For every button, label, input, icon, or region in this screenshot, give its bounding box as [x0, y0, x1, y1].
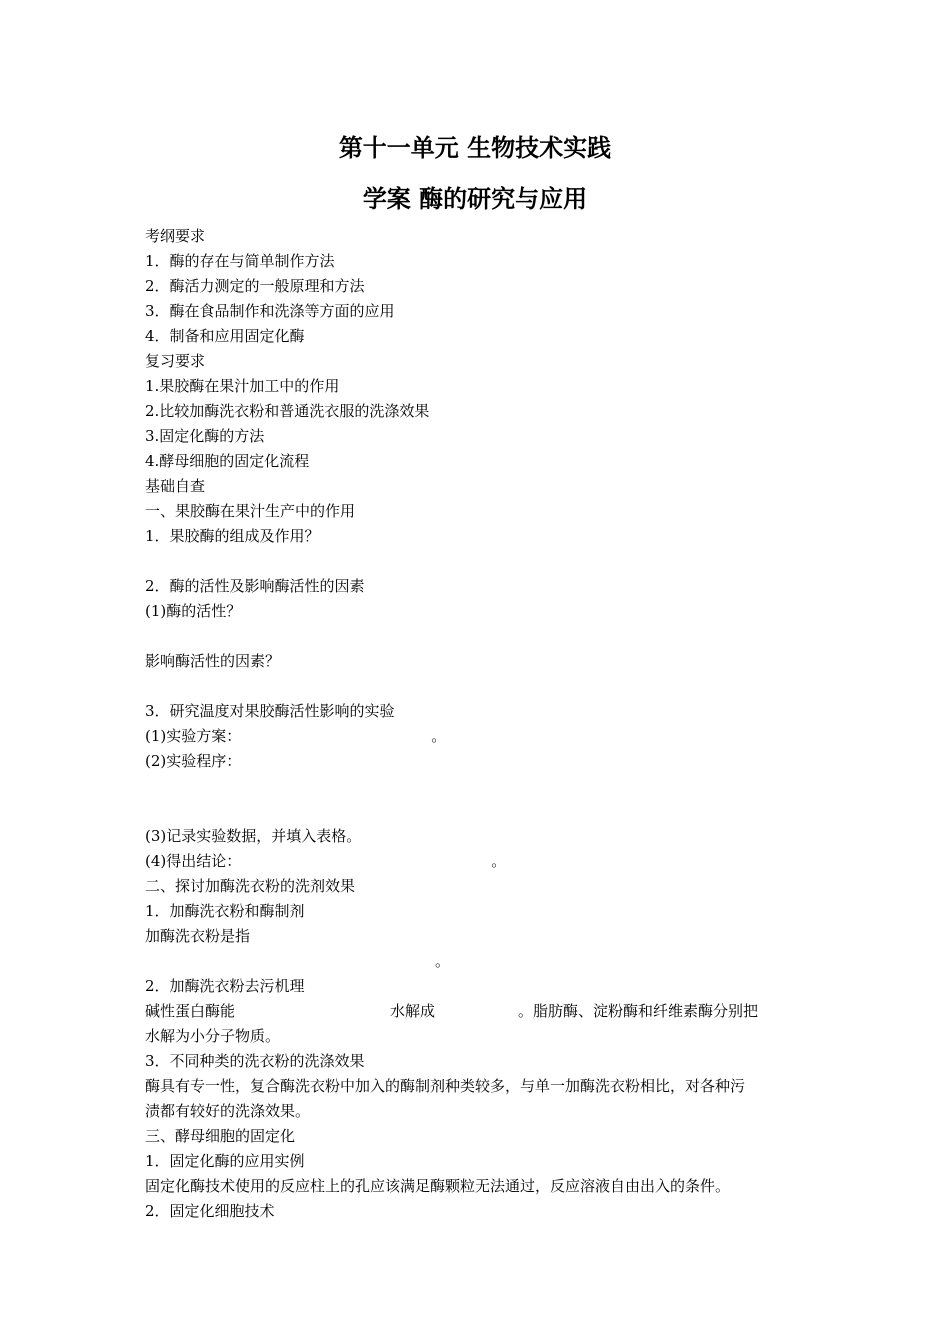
lesson-title: 学案 酶的研究与应用 [362, 184, 588, 213]
question: (1)酶的活性？ [145, 602, 242, 620]
unit-title: 第十一单元 生物技术实践 [338, 133, 612, 162]
paragraph-text: 酶具有专一性，复合酶洗衣粉中加入的酶制剂种类较多，与单一加酶洗衣粉相比，对各种污 [145, 1077, 746, 1095]
basics-heading: 基础自查 [145, 477, 206, 495]
prompt-text: 碱性蛋白酶能 [145, 1002, 236, 1020]
paragraph-text: 渍都有较好的洗涤效果。 [145, 1102, 311, 1120]
question: 1．固定化酶的应用实例 [145, 1152, 305, 1170]
section-heading: 二、探讨加酶洗衣粉的洗剂效果 [145, 877, 356, 895]
answer-space [145, 549, 810, 574]
review-heading: 复习要求 [145, 352, 206, 370]
prompt-text: 水解成 [390, 1002, 436, 1020]
review-item: 4.酵母细胞的固定化流程 [145, 452, 310, 470]
question: 2．加酶洗衣粉去污机理 [145, 977, 305, 995]
question: 2．固定化细胞技术 [145, 1202, 275, 1220]
paragraph-text: 。脂肪酶、淀粉酶和纤维素酶分别把 [518, 1002, 759, 1020]
question: (3)记录实验数据，并填入表格。 [145, 827, 362, 845]
question: 1．加酶洗衣粉和酶制剂 [145, 902, 305, 920]
answer-space [145, 799, 810, 824]
question: 3．研究温度对果胶酶活性影响的实验 [145, 702, 395, 720]
section-heading: 三、酵母细胞的固定化 [145, 1127, 296, 1145]
prompt-text: (4)得出结论： [145, 852, 242, 870]
period: 。 [435, 952, 451, 970]
paragraph-text: 固定化酶技术使用的反应柱上的孔应该满足酶颗粒无法通过，反应溶液自由出入的条件。 [145, 1177, 731, 1195]
syllabus-item: 4．制备和应用固定化酶 [145, 327, 305, 345]
fill-in-line [145, 724, 810, 749]
syllabus-item: 2．酶活力测定的一般原理和方法 [145, 277, 365, 295]
period: 。 [491, 852, 507, 870]
question: 3．不同种类的洗衣粉的洗涤效果 [145, 1052, 365, 1070]
answer-space [145, 674, 810, 699]
section-heading: 一、果胶酶在果汁生产中的作用 [145, 502, 356, 520]
question: 影响酶活性的因素？ [145, 652, 281, 670]
prompt-text: (1)实验方案： [145, 727, 242, 745]
answer-space [145, 624, 810, 649]
paragraph-text: 加酶洗衣粉是指 [145, 927, 251, 945]
review-item: 3.固定化酶的方法 [145, 427, 265, 445]
syllabus-item: 3．酶在食品制作和洗涤等方面的应用 [145, 302, 395, 320]
period: 。 [431, 727, 447, 745]
review-item: 1.果胶酶在果汁加工中的作用 [145, 377, 340, 395]
review-item: 2.比较加酶洗衣粉和普通洗衣服的洗涤效果 [145, 402, 430, 420]
answer-space [145, 774, 810, 799]
question: 1．果胶酶的组成及作用？ [145, 527, 320, 545]
fill-in-line [145, 849, 810, 874]
paragraph-text: 水解为小分子物质。 [145, 1027, 281, 1045]
document-body [145, 224, 810, 1224]
syllabus-item: 1．酶的存在与简单制作方法 [145, 252, 335, 270]
question: 2．酶的活性及影响酶活性的因素 [145, 577, 365, 595]
question: (2)实验程序： [145, 752, 242, 770]
fill-in-line [145, 999, 810, 1024]
syllabus-heading: 考纲要求 [145, 227, 206, 245]
